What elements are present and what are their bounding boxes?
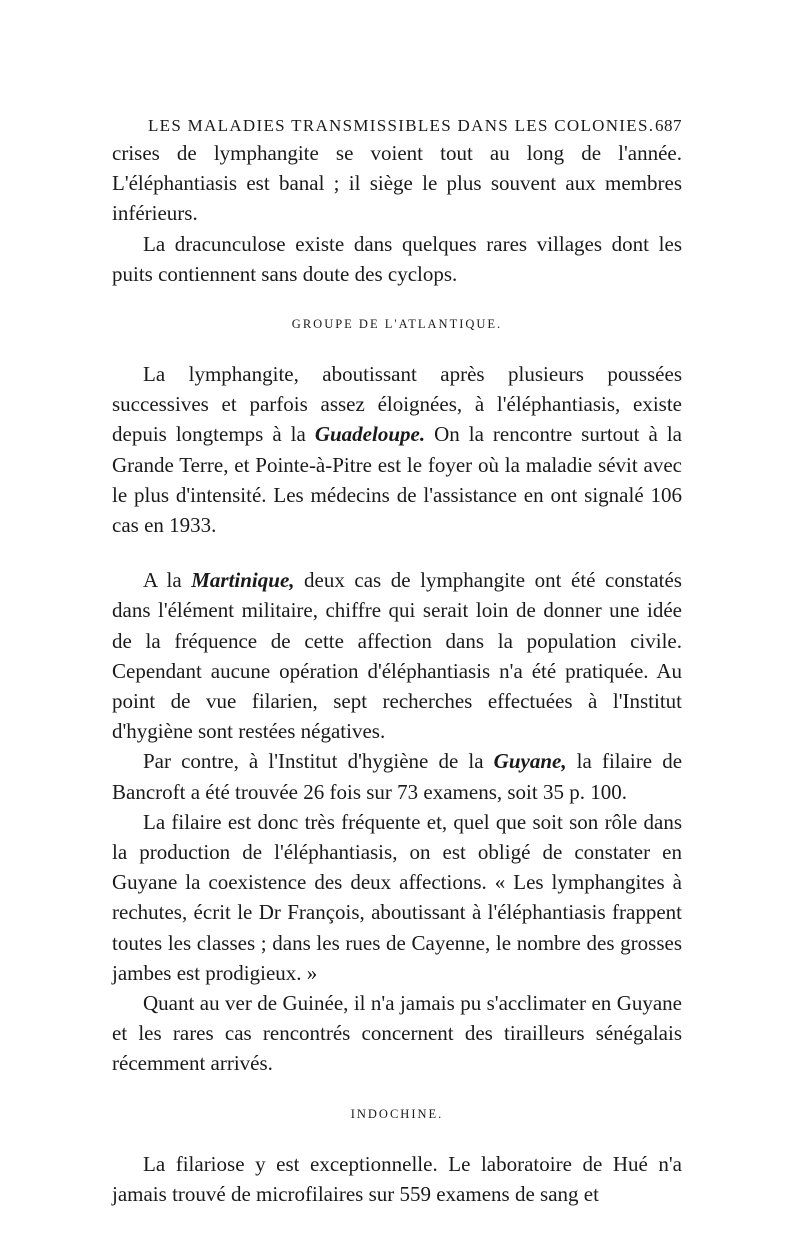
section-heading-atlantique: GROUPE DE L'ATLANTIQUE. bbox=[291, 317, 503, 332]
paragraph-martinique bbox=[112, 565, 682, 746]
paragraph-indochine: La filariose y est exceptionnelle. Le laboratoire de Hué n'a jamais trouvé de microfilaires sur 559 examens de sang et bbox=[112, 1151, 682, 1206]
place-name-martinique: Martinique, bbox=[191, 568, 295, 593]
place-name-guyane: Guyane, bbox=[493, 749, 567, 774]
paragraph-text: La lymphangite, aboutissant après plusieurs poussées successives et parfois assez éloignées, à l'éléphantiasis, existe depuis longtemps à la bbox=[112, 362, 682, 447]
paragraph-filaire: La filaire est donc très fréquente et, quel que soit son rôle dans la production de l'éléphantiasis, on est obligé de constater en Guyane la coexistence des deux affections. « Les lymphangites à rechutes, écrit le Dr François, aboutissant à l'éléphantiasis frappent toutes les classes ; dans les rues de Cayenne, le nombre des grosses jambes est prodigieux. » bbox=[112, 809, 682, 985]
paragraph-text: deux cas de lymphangite ont été constatés dans l'élément militaire, chiffre qui serait loin de donner une idée de la fréquence de cette affection dans la population civile. Cependant aucune opération d'éléphantiasis n'a été pratiquée. Au point de vue filarien, sept recherches effectuées à l'Institut d'hygiène sont restées négatives. bbox=[112, 568, 682, 744]
paragraph-text: A la bbox=[143, 568, 192, 593]
paragraph-text: On la rencontre surtout à la Grande Terre, et Pointe-à-Pitre est le foyer où la maladie sévit avec le plus d'intensité. Les médecins de l'assistance en ont signalé 106 cas en 1933. bbox=[112, 422, 682, 538]
document-page bbox=[112, 112, 682, 1209]
paragraph-text: Par contre, à l'Institut d'hygiène de la bbox=[143, 749, 494, 774]
running-header bbox=[112, 112, 682, 138]
paragraph-text: la filaire de Bancroft a été trouvée 26 fois sur 73 examens, soit 35 p. 100. bbox=[112, 749, 683, 804]
paragraph-guyane bbox=[112, 746, 682, 806]
paragraph-dracunculose: La dracunculose existe dans quelques rares villages dont les puits contiennent sans doute des cyclops. bbox=[112, 231, 682, 286]
place-name-guadeloupe: Guadeloupe. bbox=[314, 422, 426, 447]
paragraph-guadeloupe bbox=[112, 359, 682, 540]
running-title: LES MALADIES TRANSMISSIBLES DANS LES COLONIES. bbox=[148, 116, 655, 135]
section-heading-indochine: INDOCHINE. bbox=[350, 1106, 444, 1121]
page-number: 687 bbox=[655, 116, 682, 135]
paragraph-continuation: crises de lymphangite se voient tout au long de l'année. L'éléphantiasis est banal ; il siège le plus souvent aux membres inférieurs. bbox=[112, 141, 682, 226]
paragraph-ver-de-guinee: Quant au ver de Guinée, il n'a jamais pu s'acclimater en Guyane et les rares cas rencontrés concernent des tirailleurs sénégalais récemment arrivés. bbox=[112, 991, 682, 1076]
